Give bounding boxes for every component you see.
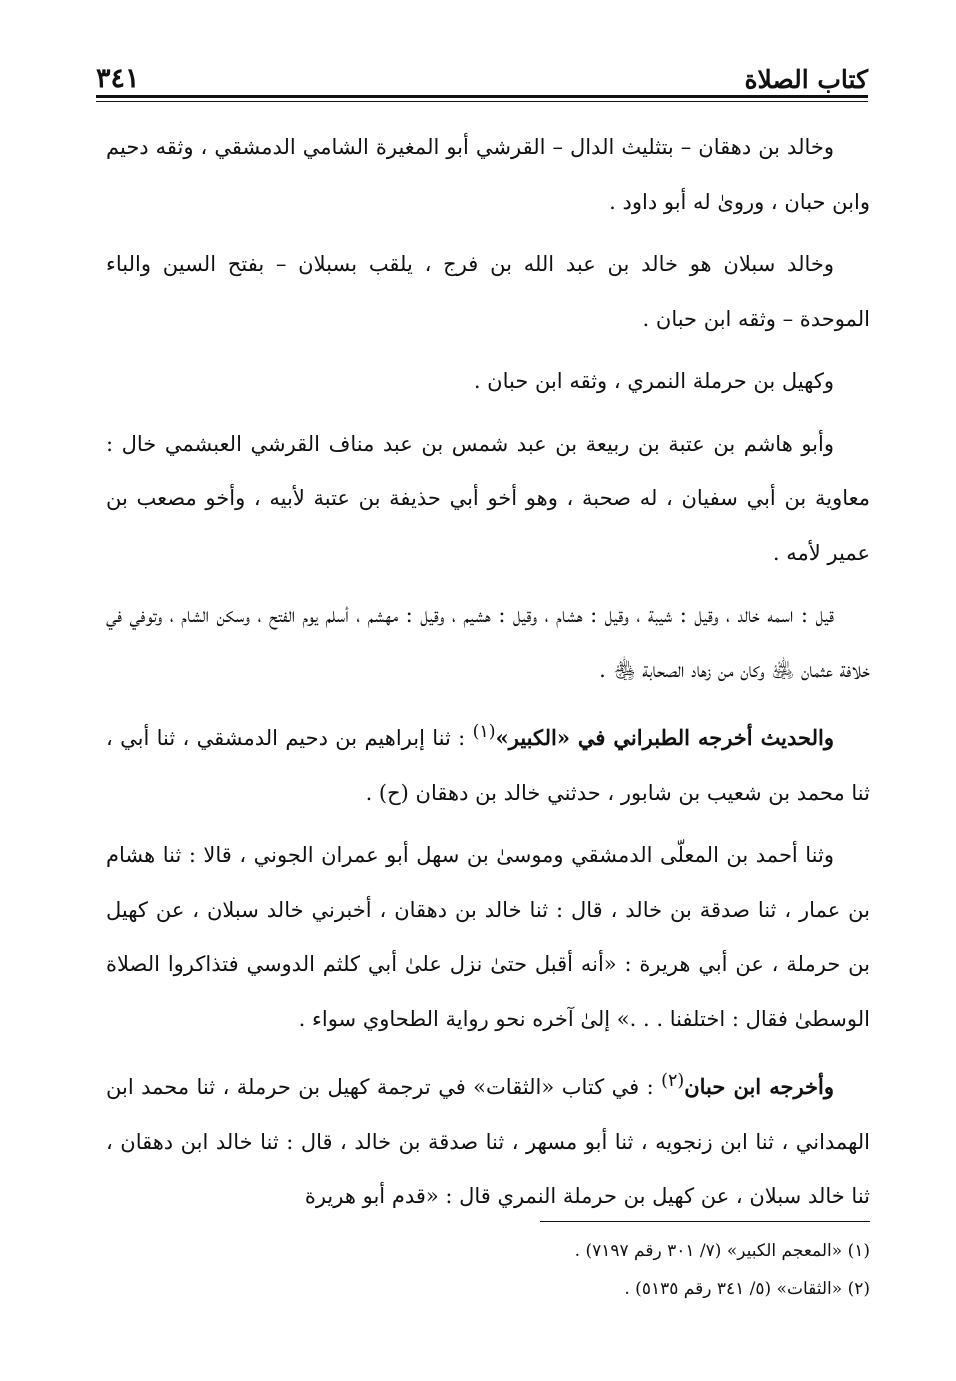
footnote-ref: (١) [472,722,496,742]
paragraph [106,588,870,697]
footnote-separator [540,1221,870,1222]
footnote: (١) «المعجم الكبير» (٧/ ٣٠١ رقم ٧١٩٧) . [574,1241,870,1261]
book-title: كتاب الصلاة [744,65,868,94]
footnotes [106,1232,870,1308]
paragraph [106,417,870,581]
paragraph-text: قيل : اسمه خالد ، وقيل : شيبة ، وقيل : هشام ، وقيل : هشيم ، وقيل : مهشم ، أسلم يوم الفتح ، وسكن الشام ، وتوفي في خلافة عثمان ﵁ وكان من زهاد الصحابة ﵃ . [106,603,870,682]
paragraph-lead: وأخرجه ابن حبان [684,1074,834,1099]
paragraph [106,120,870,229]
paragraph [106,237,870,346]
footnote: (٢) «الثقات» (٥/ ٣٤١ رقم ٥١٣٥) . [624,1279,870,1299]
paragraph-text: : في كتاب «الثقات» في ترجمة كهيل بن حرملة ، ثنا محمد ابن الهمداني ، ثنا ابن زنجويه ، ثنا أبو مسهر ، ثنا صدقة بن خالد ، قال : ثنا خالد ابن دهقان ، ثنا خالد سبلان ، عن كهيل بن حرملة النمري قال : «قدم أبو هريرة [106,1075,870,1208]
paragraph-text: وخالد سبلان هو خالد بن عبد الله بن فرج ، يلقب بسبلان – بفتح السين والباء الموحدة – وثقه ابن حبان . [106,252,870,331]
page-header [96,48,868,94]
page-number: ٣٤١ [96,63,140,94]
paragraph [106,354,870,409]
paragraph-text: وثنا أحمد بن المعلّى الدمشقي وموسىٰ بن سهل أبو عمران الجوني ، قالا : ثنا هشام بن عمار ، ثنا صدقة بن خالد ، قال : ثنا خالد بن دهقان ، أخبرني خالد سبلان ، عن كهيل بن حرملة ، عن أبي هريرة : «أنه أقبل حتىٰ نزل علىٰ أبي كلثم الدوسي فتذاكروا الصلاة الوسطىٰ فقال : اختلفنا . . .» إلىٰ آخره نحو رواية الطحاوي سواء . [106,843,870,1031]
paragraph [106,1054,870,1224]
paragraph-text: : ثنا إبراهيم بن دحيم الدمشقي ، ثنا أبي ، ثنا محمد بن شعيب بن شابور ، حدثني خالد بن دهقان (ح) . [106,726,870,805]
body-text [106,120,870,1232]
footnote-ref: (٢) [661,1071,685,1091]
paragraph-text: وأبو هاشم بن عتبة بن ربيعة بن عبد شمس بن عبد مناف القرشي العبشمي خال : معاوية بن أبي سفيان ، له صحبة ، وهو أخو أبي حذيفة بن عتبة لأبيه ، وأخو مصعب بن عمير لأمه . [106,431,870,565]
paragraph-text: وكهيل بن حرملة النمري ، وثقه ابن حبان . [473,369,834,393]
header-rule-thin [96,101,868,102]
header-rule-thick [96,95,868,98]
paragraph-lead: والحديث أخرجه الطبراني في «الكبير» [495,725,834,750]
paragraph-text: وخالد بن دهقان – بتثليث الدال – القرشي أبو المغيرة الشامي الدمشقي ، وثقه دحيم وابن حبان ، وروىٰ له أبو داود . [106,135,870,214]
paragraph [106,705,870,820]
paragraph [106,828,870,1046]
